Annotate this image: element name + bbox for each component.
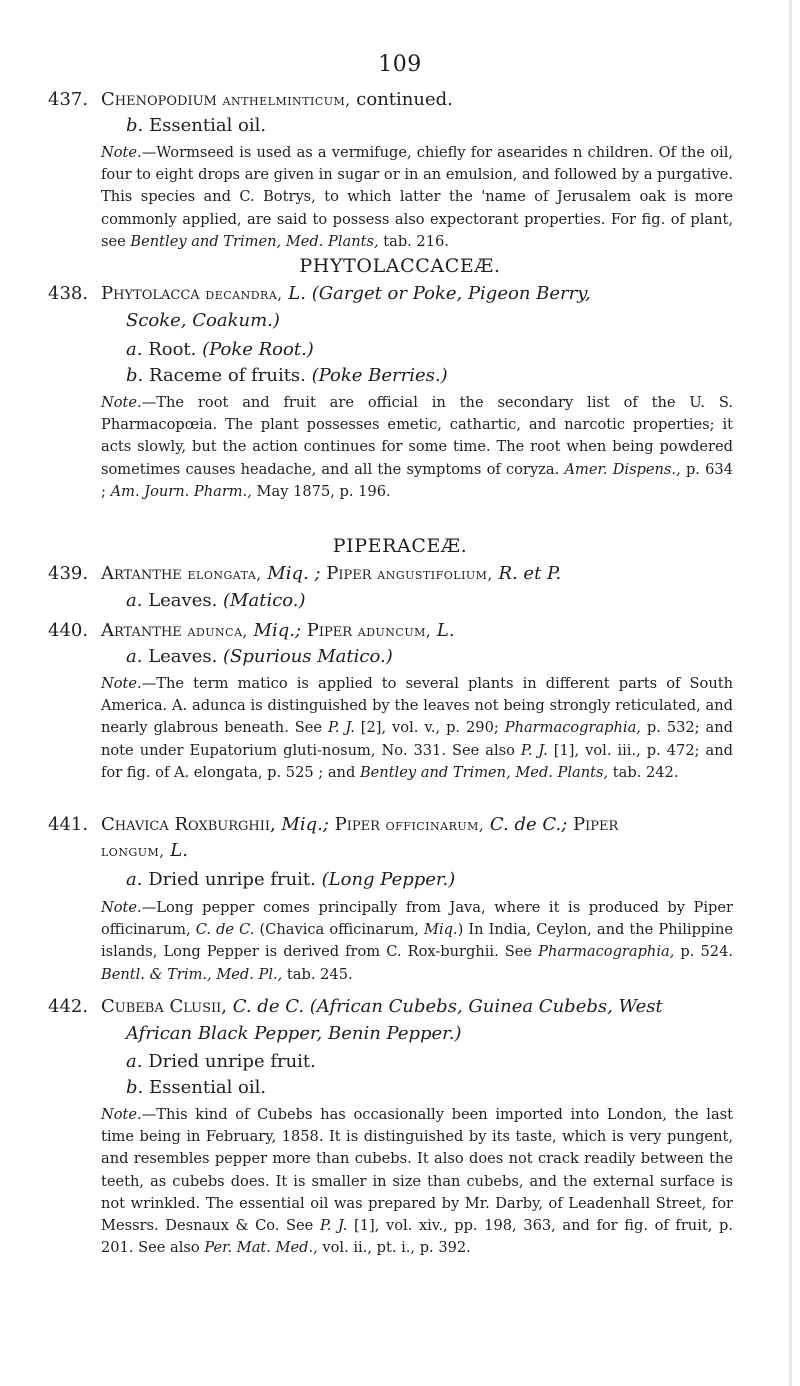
note-label: Note. — [101, 144, 142, 161]
species-name: elongata, — [187, 565, 262, 583]
authority: C. de C. — [227, 996, 305, 1017]
common-names: (African Cubebs, Guinea Cubebs, West — [304, 996, 663, 1017]
entry-number: 437. — [48, 89, 89, 110]
genus-name: Artanthe — [101, 620, 182, 641]
item-438-a — [126, 337, 314, 363]
item-common-name: (Poke Berries.) — [305, 365, 448, 386]
item-letter: a. — [126, 590, 143, 611]
note-text-mid: p. 634 ; — [101, 460, 734, 500]
synonym-authority: C. de C.; — [484, 814, 568, 835]
page-number: 109 — [378, 52, 422, 77]
note-reference: C. de C. — [195, 921, 255, 939]
note-reference: P. J. — [328, 719, 355, 737]
note-text: —Wormseed is used as a vermifuge, chiefly for asearides n children. Of the oil, four to eight drops are given in sugar or in an emulsion, and followed by a purgative. This species and C. Botrys, to which latter the 'name of Jerusalem oak is more commonly applied, are said to possess also expectorant properties. For fig. of plant, see — [101, 144, 733, 250]
item-text: Dried unripe fruit. — [148, 1051, 316, 1072]
entry-442-continuation — [126, 1021, 462, 1047]
item-text: Root. — [148, 339, 197, 360]
note-label: Note. — [101, 394, 142, 411]
entry-441 — [48, 812, 752, 838]
item-letter: b. — [126, 115, 144, 136]
entry-442 — [48, 994, 752, 1020]
synonym-species: angustifolium, — [377, 565, 493, 583]
note-reference: Amer. Dispens., — [564, 460, 681, 478]
common-names: African Black Pepper, Benin Pepper.) — [126, 1023, 462, 1044]
entry-438-continuation — [126, 308, 280, 334]
item-440-a — [126, 644, 393, 670]
note-text-end: tab. 216. — [378, 232, 449, 250]
item-text: Leaves. — [148, 646, 218, 667]
item-438-b — [126, 363, 448, 389]
synonym-genus: Piper — [301, 620, 353, 641]
item-text: Leaves. — [148, 590, 218, 611]
item-letter: a. — [126, 869, 143, 890]
item-text: Essential oil. — [148, 115, 267, 136]
entry-number: 441. — [48, 814, 89, 835]
note-text: [1], vol. xiv., pp. 198, 363, and for fig. of fruit, p. 201. See also — [101, 1217, 733, 1257]
page-edge-shadow — [789, 0, 792, 1386]
note-reference: Am. Journ. Pharm., — [110, 482, 252, 500]
note-text: (Chavica officinarum, — [254, 921, 425, 939]
synonym-species-2: longum, — [101, 842, 165, 860]
entry-number: 439. — [48, 563, 89, 584]
item-letter: a. — [126, 646, 143, 667]
genus-name: Cubeba — [101, 996, 164, 1017]
item-text: Raceme of fruits. — [148, 365, 306, 386]
synonym-species: aduncum, — [357, 622, 432, 640]
note-reference: Pharmacographia, — [538, 943, 675, 961]
note-label: Note. — [101, 675, 142, 692]
note-text: p. 524. — [674, 943, 733, 961]
item-common-name: (Long Pepper.) — [315, 869, 456, 890]
note-437 — [101, 142, 733, 253]
species-name: Clusii, — [169, 996, 228, 1017]
section-heading-phytolaccaceae: PHYTOLACCACEÆ. — [299, 255, 501, 277]
synonym-authority: R. et P. — [492, 563, 562, 584]
species-name: decandra, — [205, 285, 283, 303]
note-text: [2], vol. v., p. 290; — [354, 719, 505, 737]
note-text: vol. ii., pt. i., p. 392. — [317, 1239, 471, 1257]
entry-number: 442. — [48, 996, 89, 1017]
item-439-a — [126, 588, 306, 614]
item-letter: b. — [126, 365, 144, 386]
note-text: p. 532; and note under Eupatorium gluti-nosum, No. 331. See also — [101, 719, 733, 759]
common-names: Scoke, Coakum.) — [126, 310, 280, 331]
entry-439 — [48, 561, 752, 587]
item-letter: a. — [126, 1051, 143, 1072]
genus-name: Artanthe — [101, 563, 182, 584]
entry-number: 438. — [48, 283, 89, 304]
note-reference: Pharmacographia, — [504, 719, 641, 737]
note-reference: P. J. — [520, 741, 548, 759]
note-text: tab. 242. — [608, 763, 679, 781]
entry-437 — [48, 87, 752, 113]
species-name: Roxburghii, — [174, 814, 276, 835]
note-text: —The term matico is applied to several plants in different parts of South America. A. adunca is distinguished by the leaves not being strongly reticulated, and nearly glabrous beneath. See — [101, 675, 733, 737]
note-text: [1], vol. iii., p. 472; and for fig. of A. elongata, p. 525 ; and — [101, 741, 733, 781]
item-442-b — [126, 1075, 266, 1101]
entry-441-continuation — [101, 838, 188, 864]
note-reference: Miq. — [424, 921, 458, 939]
note-reference: P. J. — [319, 1217, 348, 1235]
note-442 — [101, 1104, 733, 1259]
genus-name: Phytolacca — [101, 283, 200, 304]
genus-name: Chenopodium — [101, 89, 217, 110]
species-name: anthelminticum, — [222, 91, 351, 109]
note-text: —Long pepper comes principally from Java, where it is produced by Piper officinarum, — [101, 899, 733, 939]
item-common-name: (Poke Root.) — [196, 339, 314, 360]
note-440 — [101, 673, 733, 784]
note-441 — [101, 897, 733, 986]
note-text: ) In India, Ceylon, and the Philippine islands, Long Pepper is derived from C. Rox-burghii. See — [101, 921, 733, 961]
synonym-authority-2: L. — [164, 840, 188, 861]
authority: Miq. ; — [261, 563, 321, 584]
item-441-a — [126, 867, 455, 893]
item-text: Dried unripe fruit. — [148, 869, 316, 890]
synonym-genus: Piper — [328, 814, 380, 835]
entry-438 — [48, 281, 752, 307]
note-text: tab. 245. — [282, 965, 353, 983]
synonym-species: officinarum, — [385, 816, 485, 834]
synonym-genus-2: Piper — [567, 814, 619, 835]
note-text: —This kind of Cubebs has occasionally been imported into London, the last time being in February, 1858. It is distinguished by its taste, which is very pungent, and resembles pepper more than cubebs. It also does not crack readily between the teeth, as cubebs does. It is smaller in size than cubebs, and the external surface is not wrinkled. The essential oil was prepared by Mr. Darby, of Leadenhall Street, for Messrs. Desnaux & Co. See — [101, 1106, 733, 1235]
authority: Miq.; — [247, 620, 302, 641]
item-442-a — [126, 1049, 316, 1075]
note-438 — [101, 392, 733, 503]
section-heading-piperaceae: PIPERACEÆ. — [332, 535, 468, 557]
synonym-authority: L. — [431, 620, 455, 641]
continued-label: continued. — [350, 89, 453, 110]
item-letter: a. — [126, 339, 143, 360]
authority: Miq.; — [275, 814, 329, 835]
note-reference: Bentley and Trimen, Med. Plants, — [130, 232, 379, 250]
note-reference: Bentl. & Trim., Med. Pl., — [101, 965, 283, 983]
entry-440 — [48, 618, 752, 644]
item-letter: b. — [126, 1077, 144, 1098]
item-text: Essential oil. — [148, 1077, 267, 1098]
species-name: adunca, — [187, 622, 248, 640]
item-common-name: (Spurious Matico.) — [217, 646, 393, 667]
entry-number: 440. — [48, 620, 89, 641]
common-names: (Garget or Poke, Pigeon Berry, — [305, 283, 591, 304]
authority: L. — [282, 283, 306, 304]
item-437-b — [126, 113, 266, 139]
item-common-name: (Matico.) — [217, 590, 306, 611]
synonym-genus: Piper — [320, 563, 372, 584]
note-reference: Per. Mat. Med., — [204, 1239, 318, 1257]
note-label: Note. — [101, 899, 142, 916]
genus-name: Chavica — [101, 814, 169, 835]
note-label: Note. — [101, 1106, 142, 1123]
note-text: —The root and fruit are official in the secondary list of the U. S. Pharmacopœia. The plant possesses emetic, cathartic, and narcotic properties; it acts slowly, but the action continues for some time. The root when being powdered sometimes causes headache, and all the symptoms of coryza. — [101, 394, 733, 478]
note-text-end: May 1875, p. 196. — [251, 482, 391, 500]
note-reference: Bentley and Trimen, Med. Plants, — [359, 763, 609, 781]
